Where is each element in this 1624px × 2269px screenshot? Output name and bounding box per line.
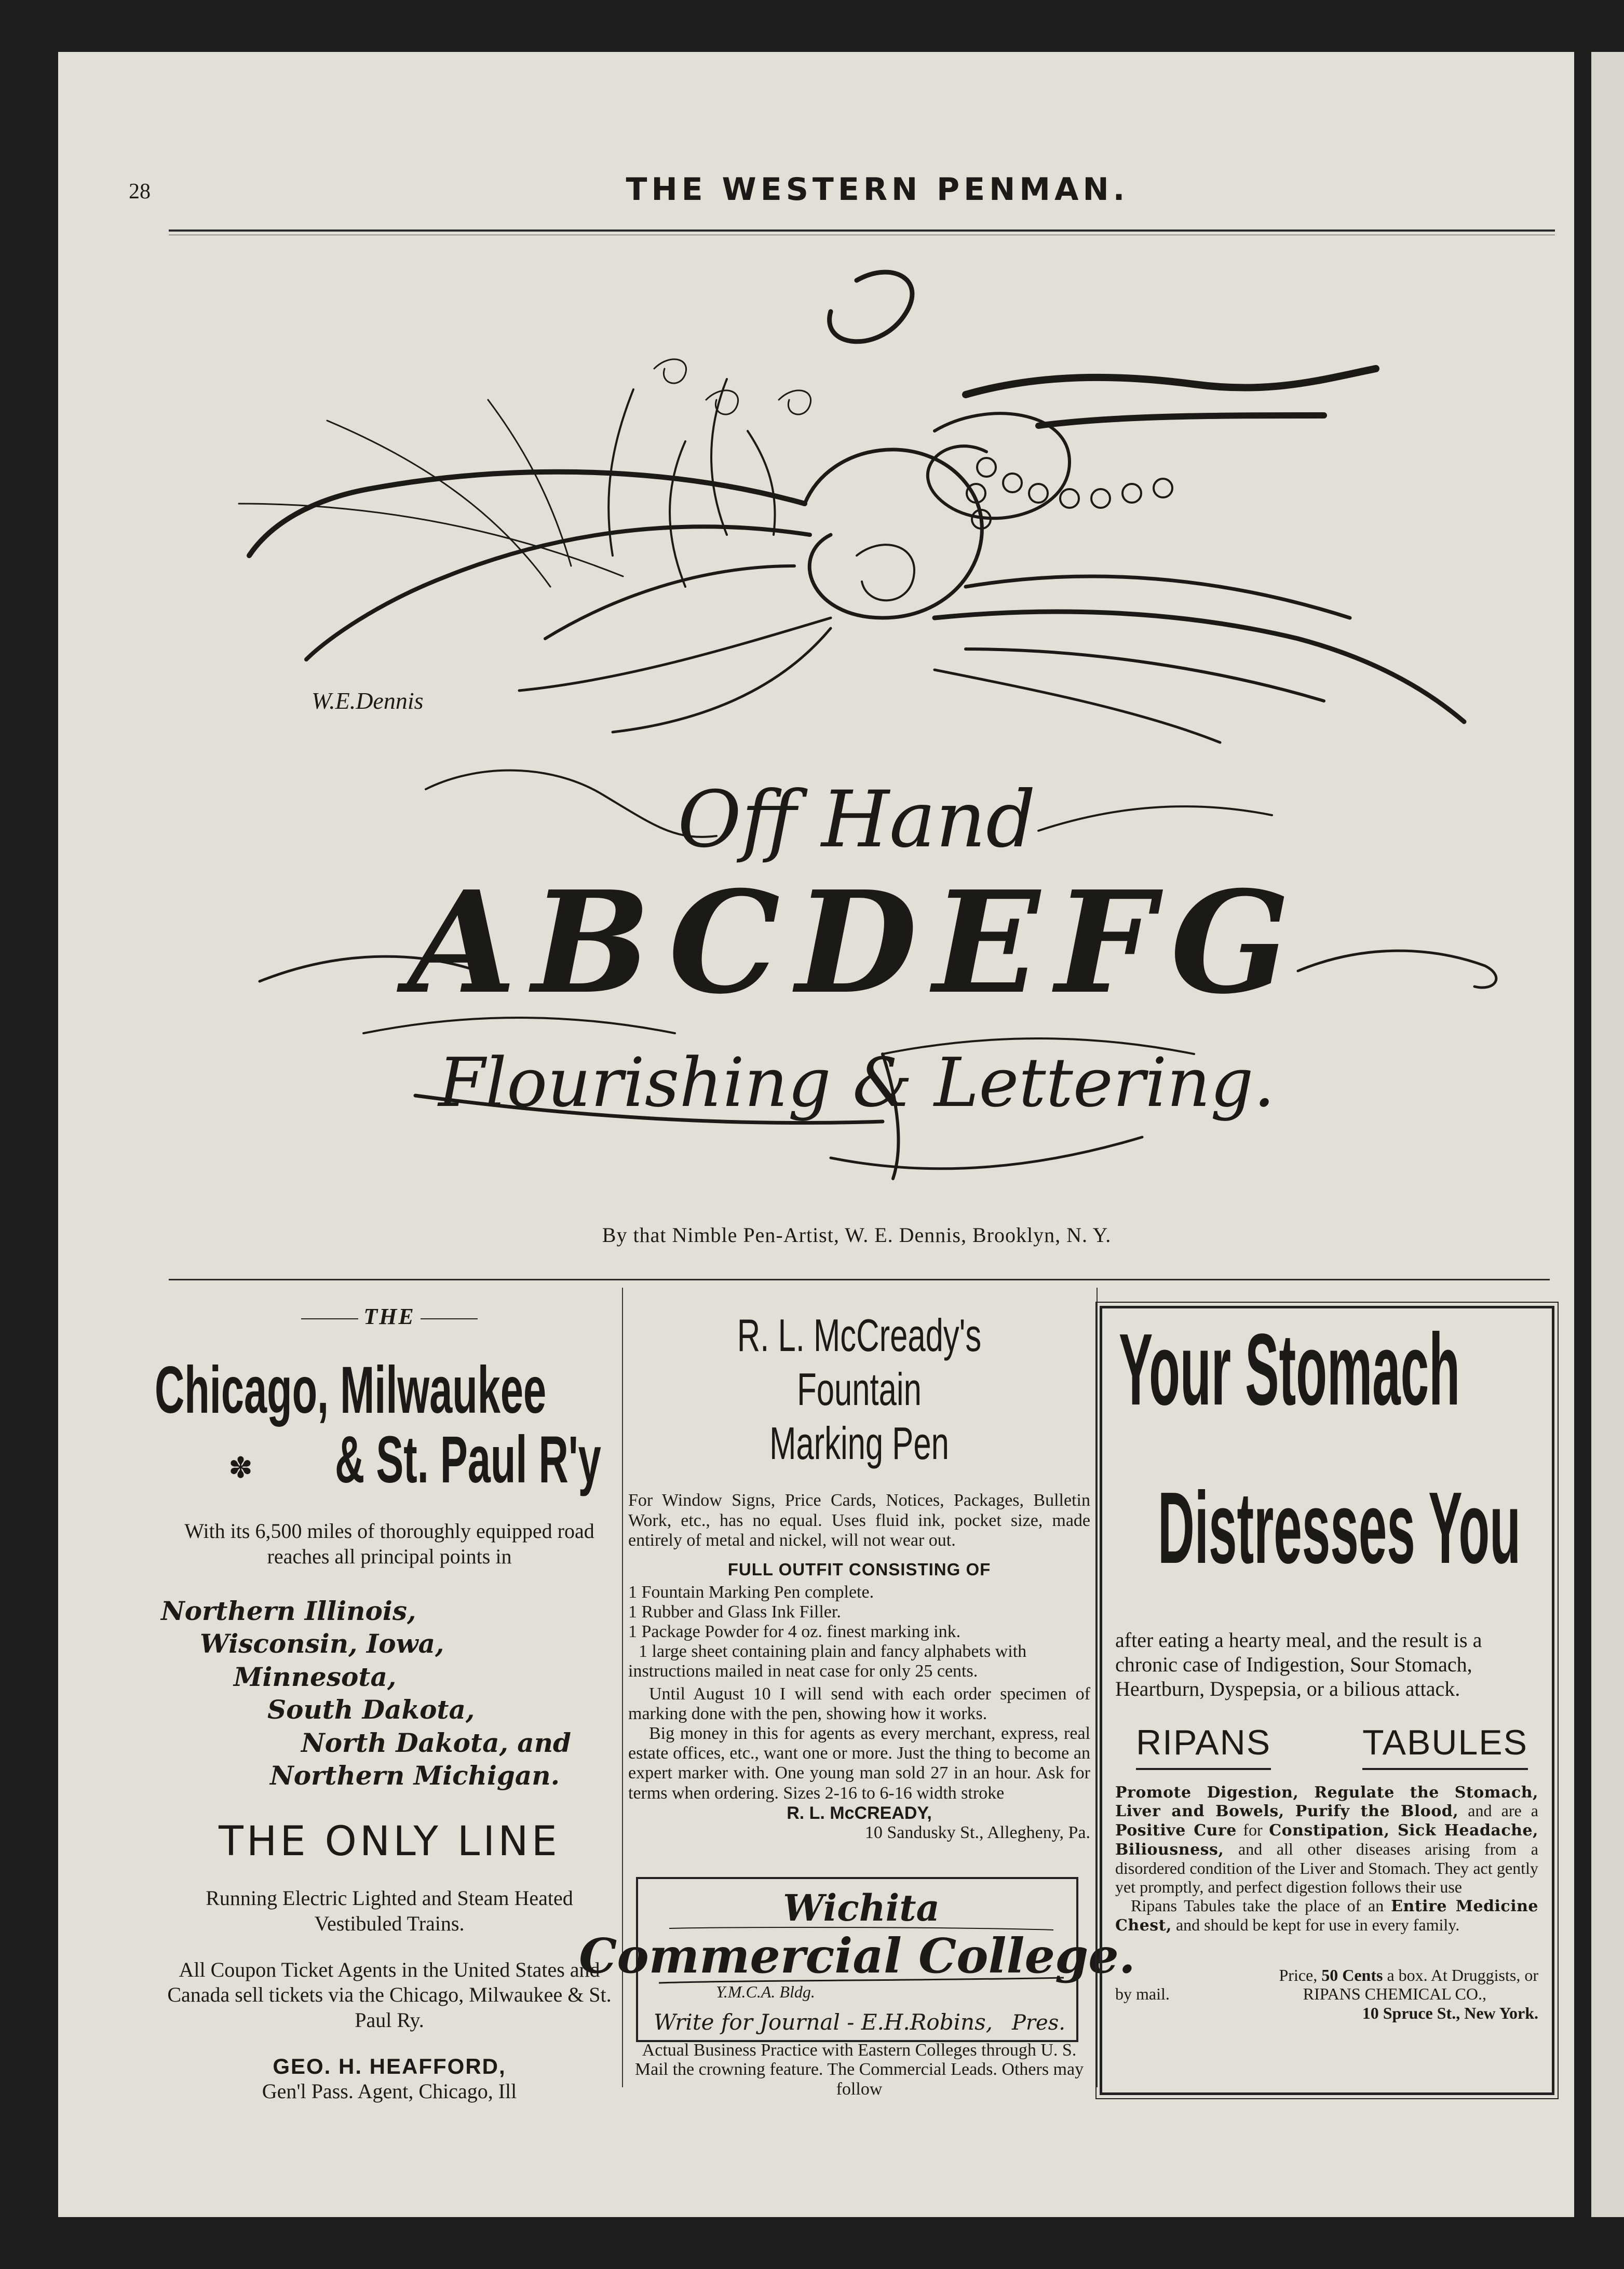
state-item: North Dakota, and: [301, 1727, 572, 1758]
outfit-item: 1 Fountain Marking Pen complete.: [628, 1582, 874, 1602]
outfit-heading: FULL OUTFIT CONSISTING OF: [727, 1559, 991, 1579]
ripans-price: Price, 50 Cents a box. At Druggists, or by mail. RIPANS CHEMICAL CO., 10 Spruce St., New York.: [1115, 1966, 1538, 2022]
agent-title: Gen'l Pass. Agent, Chicago, Ill: [262, 2079, 517, 2103]
railway-name-line2: & St. Paul R'y: [335, 1423, 601, 1497]
page-number: 28: [129, 180, 151, 204]
marking-pen-advertisement: [628, 1288, 1090, 1843]
pen-intro: For Window Signs, Price Cards, Notices, Packages, Bulletin Work, etc., has no equal. Uses fluid ink, pocket size, made entirely of metal and nickel, will not wear out.: [628, 1491, 1090, 1550]
railway-intro: With its 6,500 miles of thoroughly equipped road reaches all principal points in: [184, 1519, 594, 1569]
ripans-body: Promote Digestion, Regulate the Stomach, Liver and Bowels, Purify the Blood, and are a Positive Cure for Constipation, Sick Headache, Biliousness, and all other diseases arising from a disordered condition of the Liver and Stomach. They act gently yet promptly, and perfect digestion follows their use: [1115, 1783, 1538, 1897]
running-title: THE WESTERN PENMAN.: [626, 171, 1129, 208]
ornament-icon: ✽: [228, 1452, 253, 1485]
flourish-illustration: [156, 244, 1558, 1231]
pen-offer: Until August 10 I will send with each order specimen of marking done with the pen, showing how it works.: [628, 1684, 1090, 1724]
state-item: Northern Illinois,: [161, 1595, 416, 1626]
ripans-brand-word2: TABULES: [1362, 1722, 1528, 1770]
ripans-headline-line1: Your Stomach: [1119, 1313, 1460, 1426]
railway-the-heading: THE: [161, 1303, 618, 1330]
railway-trains: Running Electric Lighted and Steam Heated Vestibuled Trains.: [206, 1886, 573, 1935]
ripans-intro: after eating a hearty meal, and the result is a chronic case of Indigestion, Sour Stomach, Heartburn, Dyspepsia, or a bilious attack.: [1115, 1628, 1482, 1701]
railway-advertisement: [155, 1288, 618, 2104]
pen-sig-name: R. L. McCREADY,: [787, 1803, 932, 1823]
flourish-caption: By that Nimble Pen-Artist, W. E. Dennis, Brooklyn, N. Y.: [602, 1223, 1112, 1247]
agent-name: GEO. H. HEAFFORD,: [273, 2054, 506, 2078]
ripans-advertisement: [1115, 1628, 1538, 2022]
outfit-item: 1 Package Powder for 4 oz. finest marking ink.: [628, 1622, 961, 1641]
only-line-heading: THE ONLY LINE: [219, 1818, 560, 1865]
ripans-brand: [1115, 1722, 1538, 1770]
outfit-list: [628, 1583, 1090, 1681]
header-rule: [169, 229, 1555, 232]
college-name: Commercial College.: [579, 1928, 1135, 1984]
ripans-headline-line2: Distresses You: [1158, 1471, 1521, 1585]
ripans-address: 10 Spruce St., New York.: [1362, 2003, 1538, 2022]
college-building: Y.M.C.A. Bldg.: [716, 1982, 815, 2001]
pen-signature: [628, 1803, 1090, 1823]
college-advertisement: [579, 1877, 1135, 2042]
railway-states-list: [161, 1595, 618, 1792]
pen-sig-address: 10 Sandusky St., Allegheny, Pa.: [864, 1822, 1090, 1842]
flourish-title-off-hand: Off Hand: [678, 775, 1036, 865]
pen-title-line2: Marking Pen: [769, 1417, 949, 1469]
outfit-item: 1 large sheet containing plain and fancy alphabets with instructions mailed in neat case for only 25 cents.: [628, 1641, 1027, 1681]
flourish-alphabet: ABCDEFG: [408, 860, 1306, 1025]
college-caption: Actual Business Practice with Eastern Colleges through U. S. Mail the crowning feature. The Commercial Leads. Others may follow: [634, 2041, 1084, 2099]
flourish-subtitle: Flourishing & Lettering.: [438, 1043, 1275, 1122]
pen-title-line1: R. L. McCready's Fountain: [737, 1309, 982, 1415]
ripans-mail: by mail.: [1115, 1984, 1170, 2004]
railway-tickets: All Coupon Ticket Agents in the United States and Canada sell tickets via the Chicago, Milwaukee & St. Paul Ry.: [167, 1957, 612, 2032]
ripans-brand-word1: RIPANS: [1136, 1722, 1271, 1770]
railway-name-line1: Chicago, Milwaukee: [155, 1353, 547, 1427]
college-write: Write for Journal - E.H.Robins,: [654, 2009, 993, 2035]
outfit-item: 1 Rubber and Glass Ink Filler.: [628, 1602, 841, 1622]
ripans-body2: Ripans Tabules take the place of an Entire Medicine Chest, and should be kept for use in every family.: [1115, 1896, 1538, 1935]
section-rule: [169, 1279, 1550, 1280]
state-item: Minnesota,: [234, 1661, 397, 1692]
state-item: South Dakota,: [267, 1694, 475, 1725]
pen-money: Big money in this for agents as every merchant, express, real estate offices, etc., want one or more. Just the thing to become an expert marker with. One young man sold 27 in an hour. Ask for terms when ordering. Sizes 2-16 to 6-16 width stroke: [628, 1724, 1090, 1803]
state-item: Wisconsin, Iowa,: [200, 1628, 444, 1659]
college-pres: Pres.: [1012, 2011, 1065, 2035]
facing-page-edge: [1591, 52, 1624, 2217]
ripans-company: RIPANS CHEMICAL CO.,: [1303, 1984, 1486, 2004]
college-city: Wichita: [783, 1886, 940, 1929]
artist-signature: W.E.Dennis: [312, 687, 424, 714]
state-item: Northern Michigan.: [270, 1760, 560, 1791]
